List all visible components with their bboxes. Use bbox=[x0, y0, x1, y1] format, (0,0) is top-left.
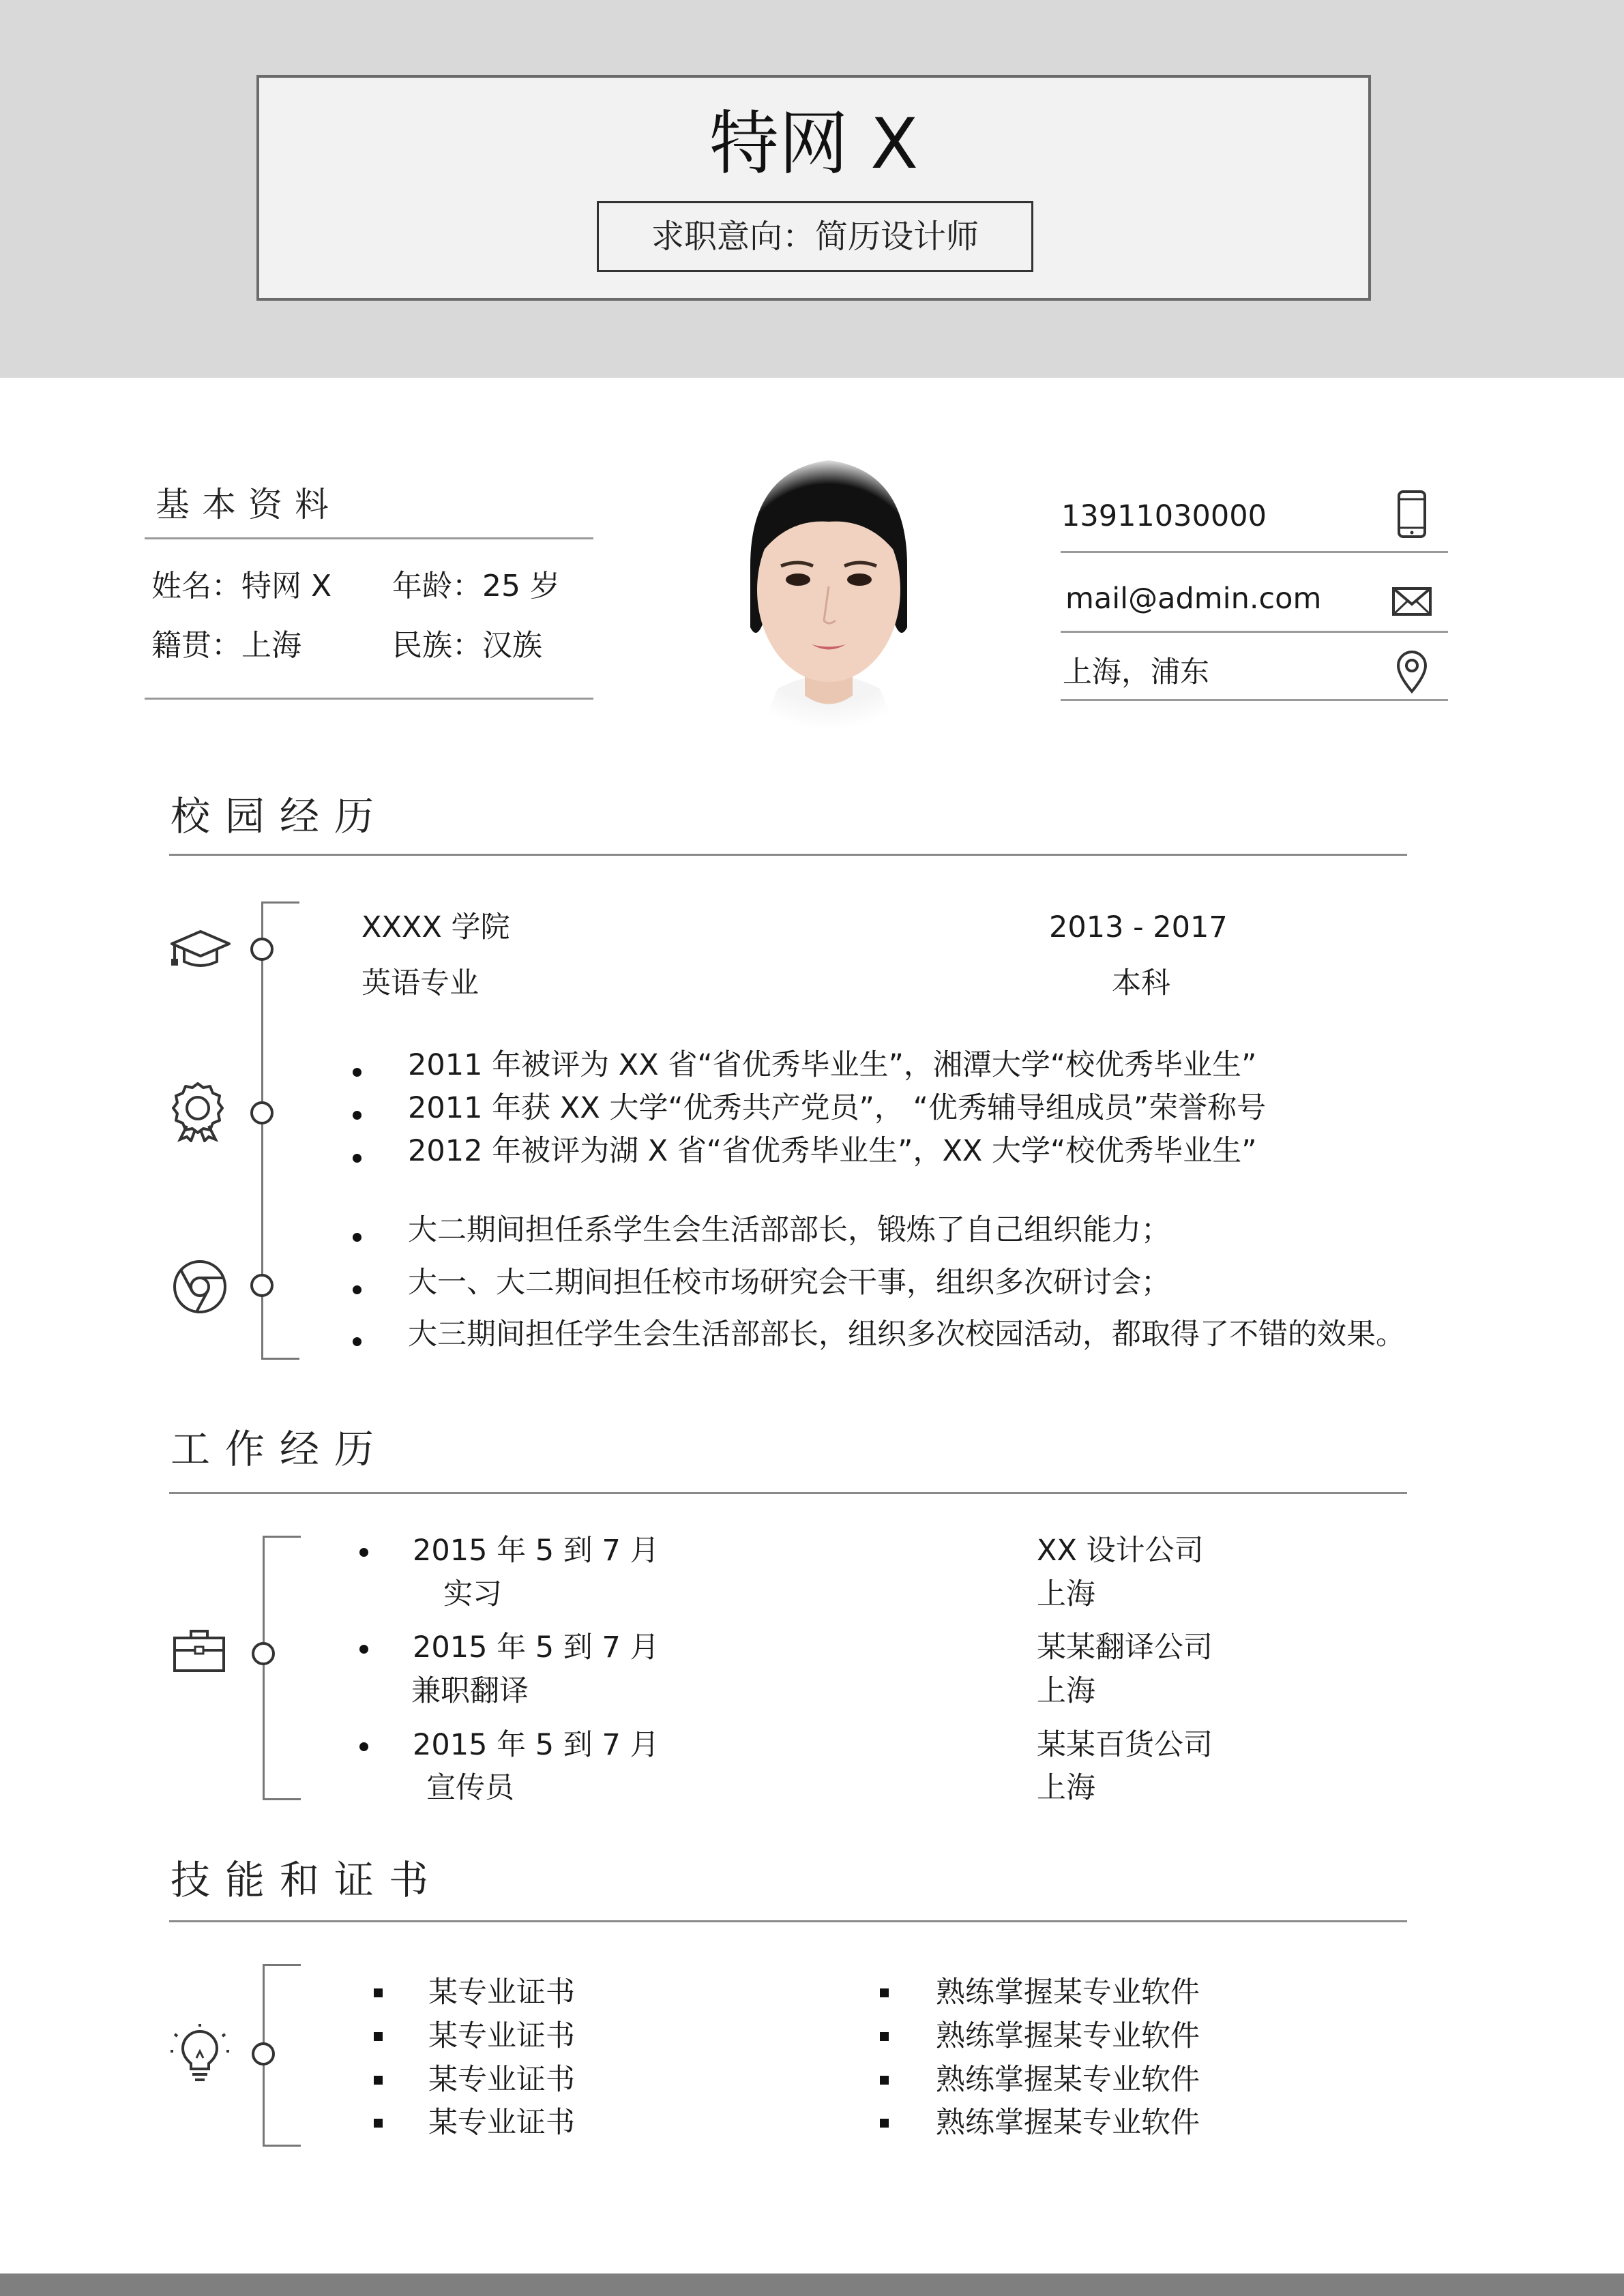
work-date: 2015 年 5 到 7 月 bbox=[413, 1630, 660, 1665]
title-box bbox=[256, 75, 1371, 301]
bullet bbox=[359, 1645, 368, 1654]
honor-item: 2011 年获 XX 大学“优秀共产党员”， “优秀辅导组成员”荣誉称号 bbox=[408, 1091, 1267, 1125]
software-item: 熟练掌握某专业软件 bbox=[936, 2019, 1200, 2053]
origin-field: 籍贯：上海 bbox=[151, 628, 301, 663]
bullet bbox=[359, 1548, 368, 1557]
timeline-node bbox=[250, 938, 274, 961]
briefcase-icon bbox=[172, 1628, 226, 1676]
skills-section-title: 技能和证书 bbox=[171, 1857, 444, 1903]
activity-item: 大二期间担任系学生会生活部部长，锻炼了自己组织能力； bbox=[408, 1213, 1170, 1247]
school-years: 2013 - 2017 bbox=[1049, 910, 1228, 944]
bullet bbox=[353, 1233, 361, 1242]
cert-item: 某专业证书 bbox=[428, 2063, 575, 2097]
phone-number: 13911030000 bbox=[1061, 499, 1267, 533]
timeline-node bbox=[252, 2042, 275, 2066]
work-date: 2015 年 5 到 7 月 bbox=[413, 1534, 660, 1568]
major: 英语专业 bbox=[361, 966, 479, 1000]
email-address: mail@admin.com bbox=[1065, 582, 1322, 616]
bullet bbox=[353, 1285, 361, 1294]
activity-item: 大三期间担任学生会生活部部长，组织多次校园活动，都取得了不错的效果。 bbox=[408, 1317, 1405, 1352]
square-bullet bbox=[880, 1988, 889, 1997]
timeline-node bbox=[250, 1274, 274, 1297]
campus-rule bbox=[169, 854, 1407, 856]
skills-rule bbox=[169, 1920, 1407, 1922]
work-section-title: 工作经历 bbox=[171, 1426, 389, 1472]
contact-rule-2 bbox=[1061, 631, 1448, 633]
campus-section-title: 校园经历 bbox=[171, 793, 389, 839]
software-item: 熟练掌握某专业软件 bbox=[936, 2063, 1200, 2097]
work-company: 某某百货公司 bbox=[1037, 1728, 1213, 1762]
basic-info-bottom-rule bbox=[145, 698, 593, 700]
cert-item: 某专业证书 bbox=[428, 1976, 575, 2010]
work-city: 上海 bbox=[1037, 1771, 1095, 1805]
bullet bbox=[353, 1337, 361, 1346]
timeline-node bbox=[252, 1642, 275, 1665]
basic-info-top-rule bbox=[145, 537, 593, 539]
graduation-cap-icon bbox=[169, 929, 232, 974]
chrome-icon bbox=[172, 1259, 228, 1317]
square-bullet bbox=[880, 2032, 889, 2041]
school-name: XXXX 学院 bbox=[361, 910, 510, 944]
square-bullet bbox=[374, 2076, 383, 2085]
work-role: 实习 bbox=[443, 1577, 502, 1611]
profile-photo bbox=[703, 457, 955, 730]
work-timeline bbox=[263, 1536, 301, 1800]
bullet bbox=[353, 1111, 361, 1120]
bullet bbox=[353, 1068, 361, 1077]
name-field: 姓名：特网 X bbox=[151, 569, 332, 603]
award-icon bbox=[171, 1081, 225, 1145]
job-intent: 求职意向：简历设计师 bbox=[597, 201, 1033, 272]
work-date: 2015 年 5 到 7 月 bbox=[413, 1728, 660, 1762]
bullet bbox=[359, 1742, 368, 1751]
work-role: 兼职翻译 bbox=[411, 1674, 529, 1708]
contact-rule-3 bbox=[1061, 699, 1448, 701]
square-bullet bbox=[880, 2119, 889, 2128]
work-company: 某某翻译公司 bbox=[1037, 1630, 1213, 1665]
honor-item: 2012 年被评为湖 X 省“省优秀毕业生”，XX 大学“校优秀毕业生” bbox=[408, 1134, 1257, 1168]
mail-icon bbox=[1391, 586, 1432, 619]
honor-item: 2011 年被评为 XX 省“省优秀毕业生”，湘潭大学“校优秀毕业生” bbox=[408, 1048, 1257, 1082]
phone-icon bbox=[1397, 490, 1427, 541]
basic-info-title: 基本资料 bbox=[156, 485, 341, 524]
software-item: 熟练掌握某专业软件 bbox=[936, 2106, 1200, 2140]
ethnic-field: 民族：汉族 bbox=[392, 628, 542, 663]
work-city: 上海 bbox=[1037, 1577, 1095, 1611]
address: 上海，浦东 bbox=[1063, 655, 1209, 689]
square-bullet bbox=[880, 2076, 889, 2085]
square-bullet bbox=[374, 2119, 383, 2128]
lightbulb-icon bbox=[171, 2024, 229, 2085]
candidate-name: 特网 X bbox=[709, 104, 919, 185]
age-field: 年龄：25 岁 bbox=[392, 569, 560, 603]
bullet bbox=[353, 1154, 361, 1163]
footer-bar bbox=[0, 2273, 1624, 2296]
square-bullet bbox=[374, 2032, 383, 2041]
timeline-node bbox=[250, 1101, 274, 1124]
header-band bbox=[0, 0, 1624, 378]
software-item: 熟练掌握某专业软件 bbox=[936, 1976, 1200, 2010]
cert-item: 某专业证书 bbox=[428, 2019, 575, 2053]
work-company: XX 设计公司 bbox=[1037, 1534, 1204, 1568]
contact-rule-1 bbox=[1061, 551, 1448, 553]
work-city: 上海 bbox=[1037, 1674, 1095, 1708]
degree: 本科 bbox=[1112, 966, 1170, 1000]
work-role: 宣传员 bbox=[426, 1771, 514, 1805]
work-rule bbox=[169, 1492, 1407, 1494]
cert-item: 某专业证书 bbox=[428, 2106, 575, 2140]
activity-item: 大一、大二期间担任校市场研究会干事，组织多次研讨会； bbox=[408, 1266, 1170, 1300]
location-icon bbox=[1396, 649, 1428, 697]
square-bullet bbox=[374, 1988, 383, 1997]
